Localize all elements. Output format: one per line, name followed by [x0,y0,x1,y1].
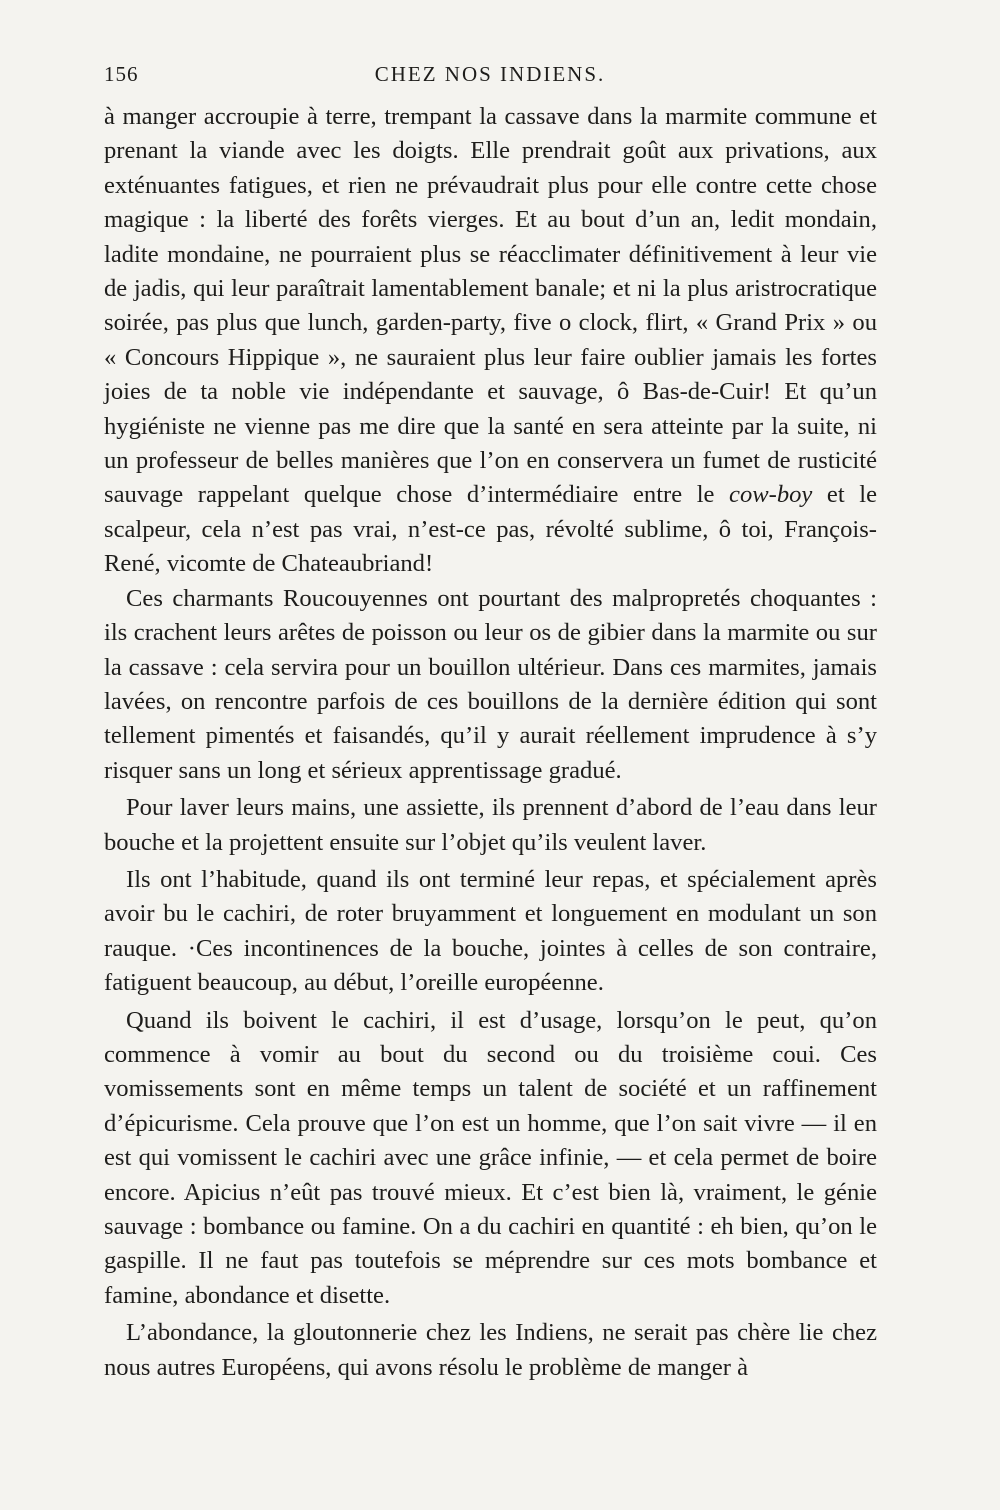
page-body [104,100,877,1385]
paragraph-continuation [104,100,877,582]
paragraph: L’abondance, la gloutonnerie chez les Indiens, ne serait pas chère lie chez nous autres Européens, qui avons résolu le problème de manger à [104,1319,877,1381]
paragraph: Quand ils boivent le cachiri, il est d’usage, lorsqu’on le peut, qu’on commence à vomir au bout du second ou du troisième coui. Ces vomissements sont en même temps un talent de société et un raffinement d’épicurisme. Cela prouve que l’on est un homme, que l’on sait vivre — il en est qui vomissent le cachiri avec une grâce infinie, — et cela permet de boire encore. Apicius n’eût pas trouvé mieux. Et c’est bien là, vraiment, le génie sauvage : bombance ou famine. On a du cachiri en quantité : eh bien, qu’on le gaspille. Il ne faut pas toutefois se méprendre sur ces mots bombance et famine, abondance et disette. [104,1006,877,1309]
paragraph: Ces charmants Roucouyennes ont pourtant des malpropretés choquantes : ils crachent leurs arêtes de poisson ou leur os de gibier dans la marmite ou sur la cassave : cela servira pour un bouillon ultérieur. Dans ces marmites, jamais lavées, on rencontre parfois de ces bouillons de la dernière édition qui sont tellement pimentés et faisandés, qu’il y aurait réellement imprudence à s’y risquer sans un long et sérieux apprentissage gradué. [104,584,877,784]
italic-term: cow-boy [729,481,813,509]
running-header [104,62,876,92]
paragraph: Ils ont l’habitude, quand ils ont terminé leur repas, et spécialement après avoir bu le cachiri, de roter bruyamment et longuement en modulant un son rauque. ·Ces incontinences de la bouche, jointes à celles de son contraire, fatiguent beaucoup, au début, l’oreille européenne. [104,865,877,997]
paragraph: Pour laver leurs mains, une assiette, ils prennent d’abord de l’eau dans leur bouche et la projettent ensuite sur l’objet qu’ils veulent laver. [104,794,877,856]
page-number: 156 [104,62,139,86]
running-title: CHEZ NOS INDIENS. [374,62,606,86]
paragraph-text: à manger accroupie à terre, trempant la cassave dans la marmite commune et prenant la viande avec les doigts. Elle prendrait goût aux privations, aux exténuantes fatigues, et rien ne prévaudrait plus pour elle contre cette chose magique : la liberté des forêts vierges. Et au bout d’un an, ledit mondain, ladite mondaine, ne pourraient plus se réacclimater définitivement à leur vie de jadis, qui leur paraîtrait lamentablement banale; et ni la plus aristrocratique soirée, pas plus que lunch, garden-party, five o clock, flirt, « Grand Prix » ou « Concours Hippique », ne sauraient plus leur faire oublier jamais les fortes joies de ta noble vie indépendante et sauvage, ô Bas-de-Cuir! Et qu’un hygiéniste ne vienne pas me dire que la santé en sera atteinte par la suite, ni un professeur de belles manières que l’on en conservera un fumet de rusticité sauvage rappelant quelque chose d’intermédiaire entre le [104,103,877,509]
paragraph-text: et le scalpeur, cela n’est pas vrai, n’est-ce pas, révolté sublime, ô toi, François-René, vicomte de Chateaubriand! [104,481,877,578]
